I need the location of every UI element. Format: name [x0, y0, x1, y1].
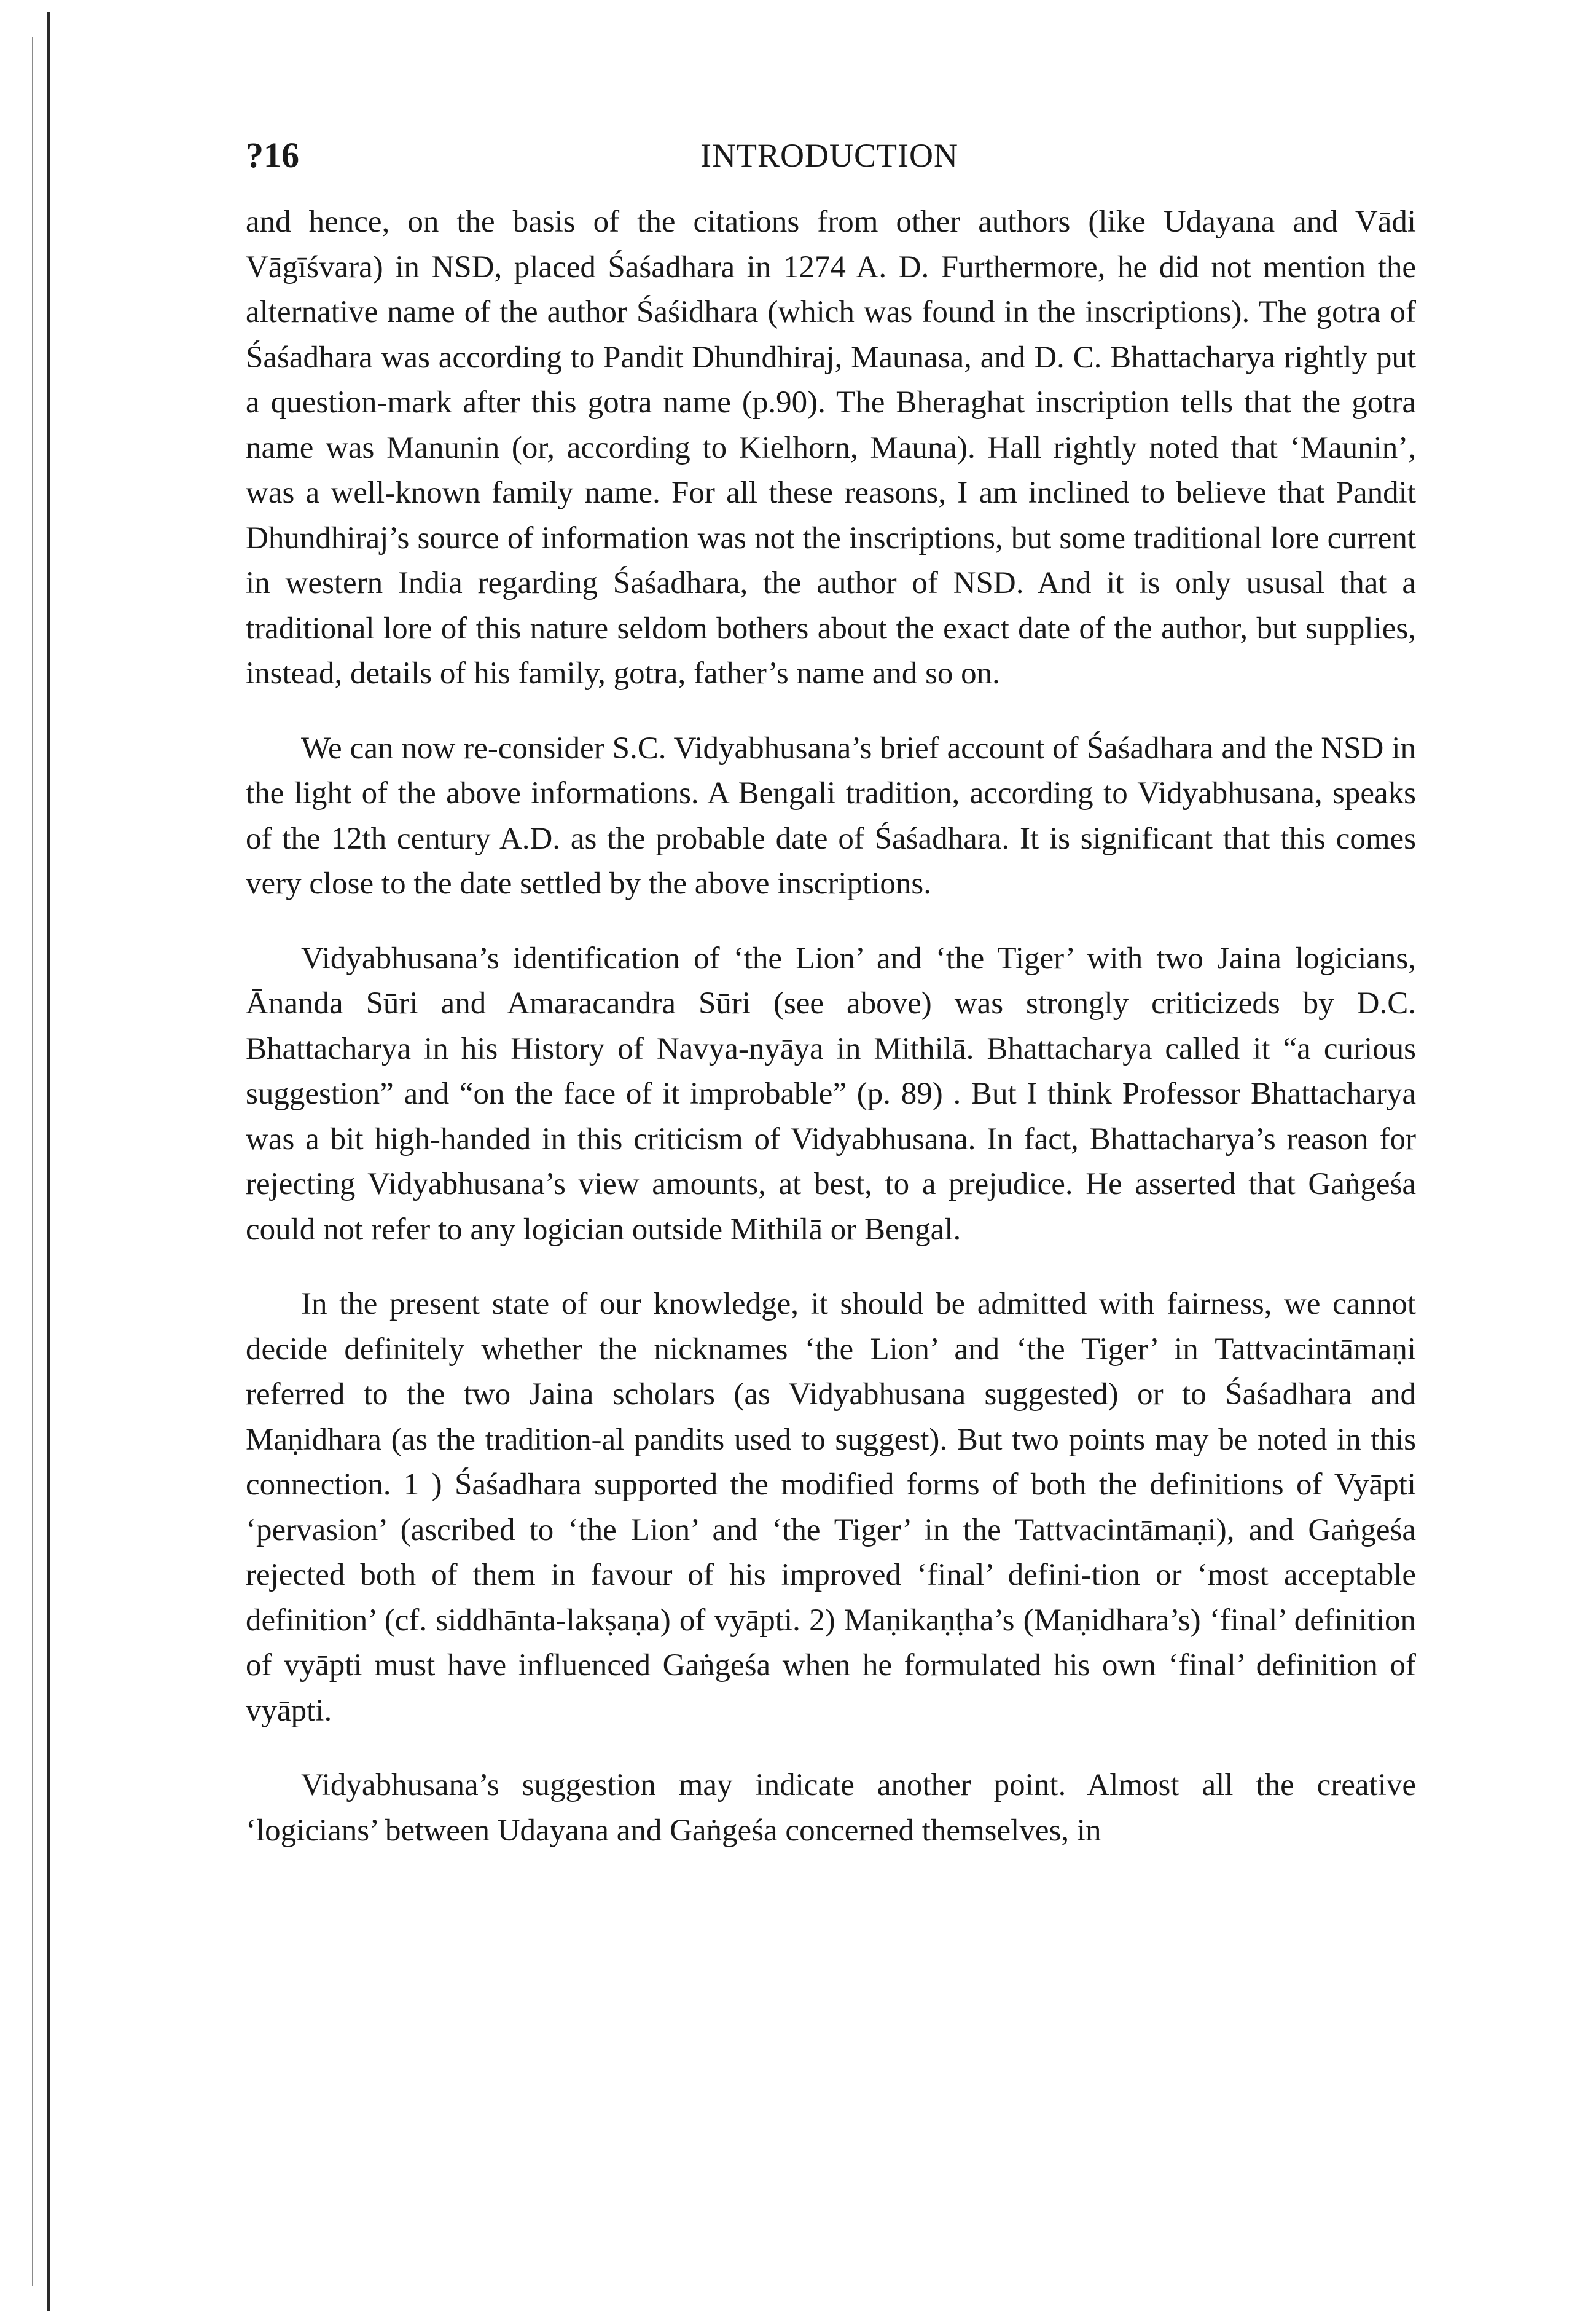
body-text — [246, 200, 1416, 2301]
page-header — [246, 128, 1413, 183]
page-number: ?16 — [246, 135, 299, 175]
paragraph-3: Vidyabhusana’s identification of ‘the Lion’ and ‘the Tiger’ with two Jaina logicians, Ānanda Sūri and Amaracandra Sūri (see above) was strongly criticizeds by D.C. Bhattacharya in his History of Navya-nyāya in Mithilā. Bhattacharya called it “a curious suggestion” and “on the face of it improbable” (p. 89) . But I think Professor Bhattacharya was a bit high-handed in this criticism of Vidyabhusana. In fact, Bhattacharya’s reason for rejecting Vidyabhusana’s view amounts, at best, to a prejudice. He asserted that Gaṅgeśa could not refer to any logician outside Mithilā or Bengal. — [246, 941, 1416, 1247]
scan-page-edge — [47, 12, 50, 2311]
paragraph-4: In the present state of our knowledge, it should be admitted with fairness, we cannot decide definitely whether the nicknames ‘the Lion’ and ‘the Tiger’ in Tattvacintāmaṇi referred to the two Jaina scholars (as Vidyabhusana suggested) or to Śaśadhara and Maṇidhara (as the tradition-al pandits used to suggest). But two points may be noted in this connection. 1 ) Śaśadhara supported the modified forms of both the definitions of Vyāpti ‘pervasion’ (ascribed to ‘the Lion’ and ‘the Tiger’ in the Tattvacintāmaṇi), and Gaṅgeśa rejected both of them in favour of his improved ‘final’ defini-tion or ‘most acceptable definition’ (cf. siddhānta-lakṣaṇa) of vyāpti. 2) Maṇikaṇṭha’s (Maṇidhara’s) ‘final’ definition of vyāpti must have influenced Gaṅgeśa when he formulated his own ‘final’ definition of vyāpti. — [246, 1287, 1416, 1728]
paragraph-5: Vidyabhusana’s suggestion may indicate another point. Almost all the creative ‘logicians’ between Udayana and Gaṅgeśa concerned themselves, in — [246, 1768, 1416, 1848]
scan-page-edge-shadow — [32, 37, 33, 2286]
running-head: INTRODUCTION — [700, 137, 958, 174]
paragraph-2: We can now re-consider S.C. Vidyabhusana’s brief account of Śaśadhara and the NSD in the light of the above informations. A Bengali tradition, according to Vidyabhusana, speaks of the 12th century A.D. as the probable date of Śaśadhara. It is significant that this comes very close to the date settled by the above inscriptions. — [246, 731, 1416, 901]
paragraph-1: and hence, on the basis of the citations from other authors (like Udayana and Vādi Vāgīśvara) in NSD, placed Śaśadhara in 1274 A. D. Furthermore, he did not mention the alternative name of the author Śaśidhara (which was found in the inscriptions). The gotra of Śaśadhara was according to Pandit Dhundhiraj, Maunasa, and D. C. Bhattacharya rightly put a question-mark after this gotra name (p.90). The Bheraghat inscription tells that the gotra name was Manunin (or, according to Kielhorn, Mauna). Hall rightly noted that ‘Maunin’, was a well-known family name. For all these reasons, I am inclined to believe that Pandit Dhundhiraj’s source of information was not the inscriptions, but some traditional lore current in western India regarding Śaśadhara, the author of NSD. And it is only ususal that a traditional lore of this nature seldom bothers about the exact date of the author, but supplies, instead, details of his family, gotra, father’s name and so on. — [246, 205, 1416, 691]
